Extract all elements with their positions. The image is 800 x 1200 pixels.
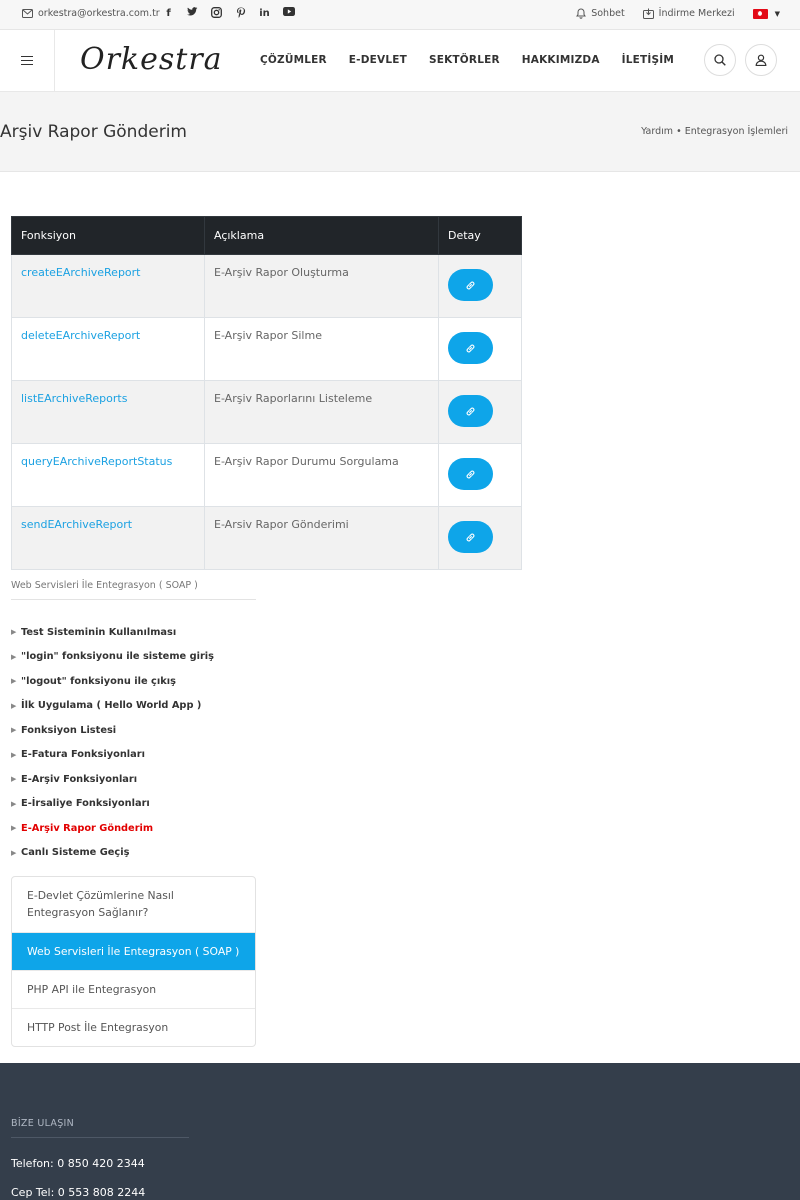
list-item-label: "login" fonksiyonu ile sisteme giriş [21,651,214,663]
link-icon [465,469,476,480]
facebook-icon[interactable]: f [166,8,171,19]
caret-right-icon: ▶ [11,799,17,808]
column-header-fonksiyon: Fonksiyon [12,217,205,255]
caret-right-icon: ▶ [11,628,17,637]
twitter-icon[interactable] [186,7,199,20]
column-header-aciklama: Açıklama [205,217,439,255]
detail-link-button[interactable] [448,458,493,490]
list-item-label: E-Arşiv Fonksiyonları [21,773,138,785]
footer [0,1063,800,1200]
caret-right-icon: ▶ [11,652,17,661]
category-item-php-api[interactable]: PHP API ile Entegrasyon [12,971,255,1009]
caret-down-icon: ▼ [774,9,780,18]
chat-link[interactable] [576,8,624,19]
caret-right-icon: ▶ [11,848,17,857]
detail-cell [439,255,522,318]
nav-item-cozumler[interactable]: ÇÖZÜMLER [260,54,327,66]
list-item[interactable] [11,743,214,768]
detail-cell [439,507,522,570]
nav-item-iletisim[interactable]: İLETİŞİM [621,54,675,66]
table-header-row [12,217,522,255]
detail-link-button[interactable] [448,395,493,427]
link-icon [465,280,476,291]
section-nav-list [11,620,214,865]
detail-cell [439,444,522,507]
download-icon [643,8,654,19]
logo[interactable]: Orkestra [80,42,223,77]
nav-item-hakkimizda[interactable]: HAKKIMIZDA [521,54,600,66]
search-button[interactable] [704,44,736,76]
table-row [12,255,522,318]
list-item-label: E-İrsaliye Fonksiyonları [21,798,150,810]
language-selector[interactable] [753,9,780,19]
social-links [162,7,295,20]
detail-link-button[interactable] [448,521,493,553]
list-item[interactable] [11,718,214,743]
list-item-label: Canlı Sisteme Geçiş [21,847,130,859]
detail-cell [439,381,522,444]
category-item-soap[interactable]: Web Servisleri İle Entegrasyon ( SOAP ) [12,933,255,971]
list-item-label: İlk Uygulama ( Hello World App ) [21,700,202,712]
caret-right-icon: ▶ [11,726,17,735]
email-link[interactable] [22,8,160,19]
user-button[interactable] [745,44,777,76]
main-header [0,30,800,92]
download-label: İndirme Merkezi [658,8,735,19]
table-row [12,507,522,570]
list-item[interactable] [11,767,214,792]
function-description: E-Arşiv Rapor Silme [205,318,439,381]
list-item[interactable] [11,669,214,694]
detail-cell [439,318,522,381]
caret-right-icon: ▶ [11,677,17,686]
list-item[interactable] [11,694,214,719]
category-menu [11,876,256,1047]
breadcrumb-separator: • [676,126,685,137]
detail-link-button[interactable] [448,269,493,301]
page-title: Arşiv Rapor Gönderim [0,122,187,142]
nav-item-e-devlet[interactable]: E-DEVLET [348,54,407,66]
top-bar [0,0,800,30]
function-name-link[interactable]: queryEArchiveReportStatus [12,444,205,507]
caret-right-icon: ▶ [11,750,17,759]
footer-phone[interactable]: Telefon: 0 850 420 2344 [11,1157,145,1170]
link-icon [465,406,476,417]
caret-right-icon: ▶ [11,701,17,710]
function-name-link[interactable]: createEArchiveReport [12,255,205,318]
breadcrumb-item-yardim[interactable]: Yardım [641,126,674,137]
function-name-link[interactable]: sendEArchiveReport [12,507,205,570]
menu-toggle-button[interactable] [0,30,55,91]
list-item[interactable] [11,645,214,670]
link-icon [465,532,476,543]
linkedin-icon[interactable]: in [259,8,270,19]
instagram-icon[interactable] [210,7,223,20]
section-title: Web Servisleri İle Entegrasyon ( SOAP ) [11,580,256,600]
function-name-link[interactable]: deleteEArchiveReport [12,318,205,381]
function-description: E-Arşiv Raporlarını Listeleme [205,381,439,444]
bell-icon [576,8,586,19]
main-nav [260,54,674,66]
caret-right-icon: ▶ [11,824,17,833]
footer-contact-title: BİZE ULAŞIN [11,1118,189,1138]
email-text: orkestra@orkestra.com.tr [38,8,160,19]
function-description: E-Arsiv Rapor Gönderimi [205,507,439,570]
footer-mobile[interactable]: Cep Tel: 0 553 808 2244 [11,1186,146,1199]
hamburger-icon [21,60,33,62]
youtube-icon[interactable] [282,7,295,20]
list-item-label: Test Sisteminin Kullanılması [21,626,177,638]
list-item-active[interactable] [11,816,214,841]
envelope-icon [22,9,33,18]
pinterest-icon[interactable] [234,7,247,20]
search-icon [714,54,726,66]
list-item[interactable] [11,841,214,866]
list-item-label: E-Fatura Fonksiyonları [21,749,145,761]
list-item[interactable] [11,620,214,645]
list-item-label: E-Arşiv Rapor Gönderim [21,822,154,834]
category-item-e-devlet[interactable]: E-Devlet Çözümlerine Nasıl Entegrasyon Sağlanır? [12,877,255,933]
turkey-flag-icon [753,9,768,19]
list-item-label: Fonksiyon Listesi [21,724,117,736]
breadcrumb [641,126,788,137]
breadcrumb-item-entegrasyon[interactable]: Entegrasyon İşlemleri [684,126,788,137]
detail-link-button[interactable] [448,332,493,364]
user-icon [755,54,767,66]
column-header-detay: Detay [439,217,522,255]
function-description: E-Arşiv Rapor Oluşturma [205,255,439,318]
list-item[interactable] [11,792,214,817]
list-item-label: "logout" fonksiyonu ile çıkış [21,675,176,687]
functions-table [11,216,522,570]
table-row [12,444,522,507]
page-title-band [0,92,800,172]
link-icon [465,343,476,354]
table-row [12,318,522,381]
nav-item-sektorler[interactable]: SEKTÖRLER [428,54,500,66]
download-center-link[interactable] [643,8,735,19]
chat-label: Sohbet [591,8,625,19]
table-row [12,381,522,444]
function-description: E-Arşiv Rapor Durumu Sorgulama [205,444,439,507]
caret-right-icon: ▶ [11,775,17,784]
category-item-http-post[interactable]: HTTP Post İle Entegrasyon [27,1021,169,1035]
function-name-link[interactable]: listEArchiveReports [12,381,205,444]
